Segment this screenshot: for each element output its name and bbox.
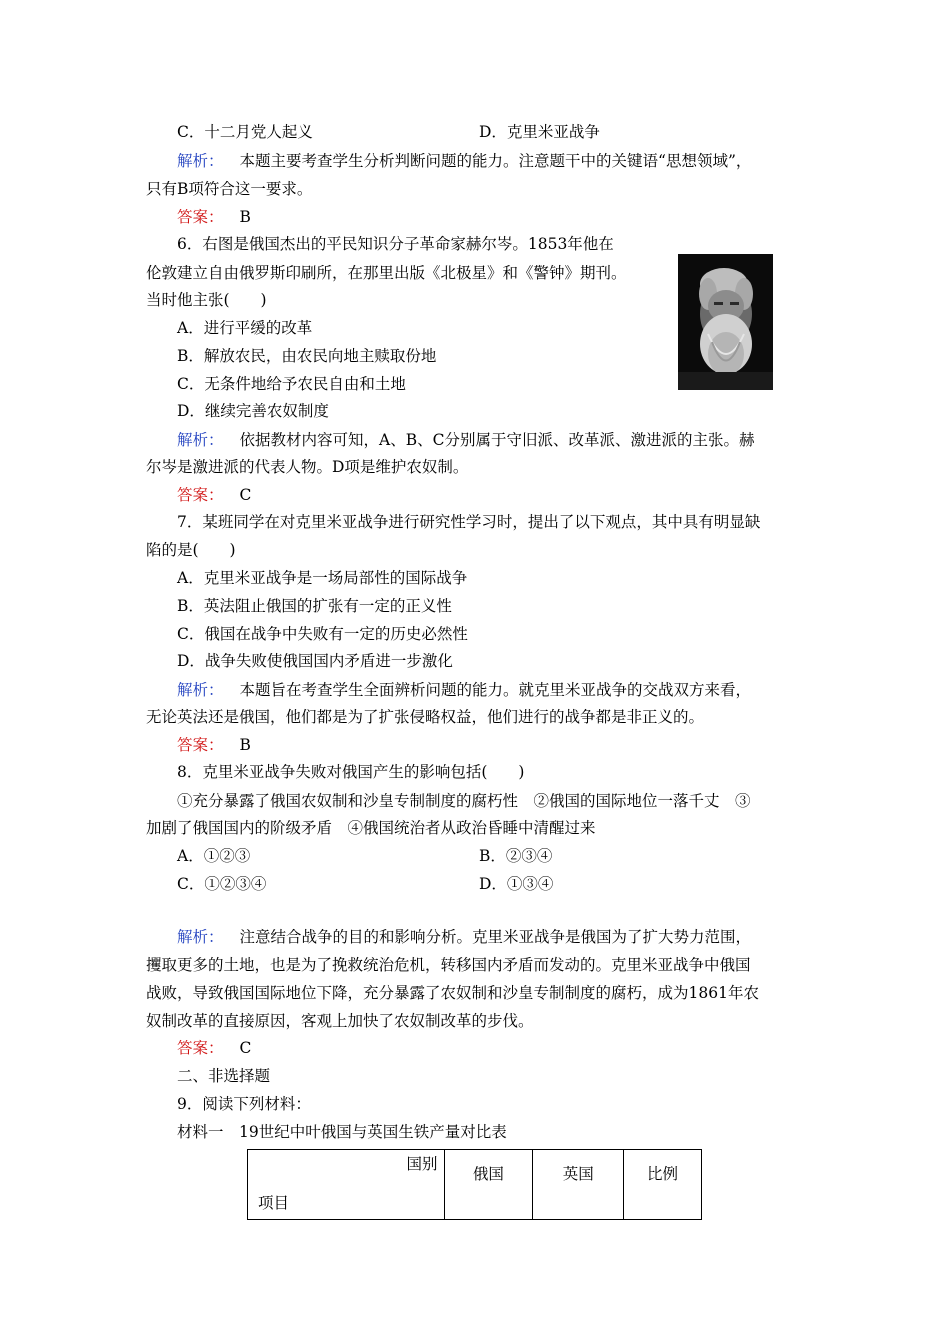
section-heading: 二、非选择题 xyxy=(177,1067,271,1085)
q5-analysis-line-1 xyxy=(177,151,751,171)
answer-value: C xyxy=(239,486,252,504)
q8-answer xyxy=(177,1038,251,1058)
q8-stem: 8．克里米亚战争失败对俄国产生的影响包括( ) xyxy=(177,763,525,781)
q7-option-c: C．俄国在战争中失败有一定的历史必然性 xyxy=(177,625,468,643)
answer-label: 答案： xyxy=(177,736,224,754)
q7-option-a: A．克里米亚战争是一场局部性的国际战争 xyxy=(177,569,468,587)
table-header-row xyxy=(248,1150,702,1220)
analysis-text: 依据教材内容可知，A、B、C分别属于守旧派、改革派、激进派的主张。赫 xyxy=(239,431,755,449)
answer-label: 答案： xyxy=(177,208,224,226)
answer-value: B xyxy=(239,736,251,754)
q8-items-line-2: 加剧了俄国国内的阶级矛盾 ④俄国统治者从政治昏睡中清醒过来 xyxy=(146,819,596,837)
table-header-ratio: 比例 xyxy=(624,1150,702,1220)
q7-option-d: D．战争失败使俄国国内矛盾进一步激化 xyxy=(177,652,453,670)
q6-option-b: B．解放农民，由农民向地主赎取份地 xyxy=(177,347,437,365)
q6-stem-line-2: 伦敦建立自由俄罗斯印刷所，在那里出版《北极星》和《警钟》期刊。 xyxy=(146,264,627,282)
answer-label: 答案： xyxy=(177,486,224,504)
analysis-text: 注意结合战争的目的和影响分析。克里米亚战争是俄国为了扩大势力范围， xyxy=(239,928,752,946)
q8-option-a: A．①②③ xyxy=(177,847,251,865)
q8-analysis-line-4: 奴制改革的直接原因，客观上加快了农奴制改革的步伐。 xyxy=(146,1012,534,1030)
q5-option-c: C．十二月党人起义 xyxy=(177,123,313,141)
q6-analysis-line-1 xyxy=(177,430,754,450)
analysis-label: 解析： xyxy=(177,431,224,449)
q9-stem: 9．阅读下列材料： xyxy=(177,1095,311,1113)
q5-answer xyxy=(177,207,251,227)
q6-option-c: C．无条件地给予农民自由和土地 xyxy=(177,375,406,393)
table-diagonal-header-cell xyxy=(248,1150,445,1220)
q6-stem-line-3: 当时他主张( ) xyxy=(146,291,267,309)
material-one-caption: 材料一 19世纪中叶俄国与英国生铁产量对比表 xyxy=(177,1123,507,1141)
q7-answer xyxy=(177,735,251,755)
analysis-text: 本题旨在考查学生全面辨析问题的能力。就克里米亚战争的交战双方来看， xyxy=(239,681,752,699)
analysis-label: 解析： xyxy=(177,681,224,699)
diag-header-item: 项目 xyxy=(258,1194,290,1212)
q6-answer xyxy=(177,485,251,505)
analysis-label: 解析： xyxy=(177,928,224,946)
portrait-photo xyxy=(678,254,773,390)
answer-value: C xyxy=(239,1039,252,1057)
q8-option-d: D．①③④ xyxy=(479,875,554,893)
table-header-russia: 俄国 xyxy=(444,1150,533,1220)
q8-analysis-line-1 xyxy=(177,927,751,947)
q6-analysis-line-2: 尔岑是激进派的代表人物。D项是维护农奴制。 xyxy=(146,458,469,476)
q7-analysis-line-1 xyxy=(177,680,751,700)
q7-analysis-line-2: 无论英法还是俄国，他们都是为了扩张侵略权益，他们进行的战争都是非正义的。 xyxy=(146,708,705,726)
q6-option-a: A．进行平缓的改革 xyxy=(177,319,313,337)
q8-analysis-line-3: 战败，导致俄国国际地位下降，充分暴露了农奴制和沙皇专制制度的腐朽，成为1861年农 xyxy=(146,984,759,1002)
q8-analysis-line-2: 攫取更多的土地，也是为了挽救统治危机，转移国内矛盾而发动的。克里米亚战争中俄国 xyxy=(146,956,751,974)
answer-value: B xyxy=(239,208,251,226)
q8-option-b: B．②③④ xyxy=(479,847,553,865)
q7-stem-line-1: 7．某班同学在对克里米亚战争进行研究性学习时，提出了以下观点，其中具有明显缺 xyxy=(177,513,761,531)
q7-stem-line-2: 陷的是( ) xyxy=(146,541,236,559)
q7-option-b: B．英法阻止俄国的扩张有一定的正义性 xyxy=(177,597,452,615)
iron-output-table xyxy=(247,1149,702,1220)
diag-header-country: 国别 xyxy=(406,1155,438,1173)
analysis-label: 解析： xyxy=(177,152,224,170)
q5-analysis-line-2: 只有B项符合这一要求。 xyxy=(146,180,313,198)
analysis-text: 本题主要考查学生分析判断问题的能力。注意题干中的关键语“思想领域”， xyxy=(239,152,752,170)
q8-option-c: C．①②③④ xyxy=(177,875,267,893)
answer-label: 答案： xyxy=(177,1039,224,1057)
portrait-illustration xyxy=(678,254,773,390)
table-header-britain: 英国 xyxy=(533,1150,624,1220)
q8-items-line-1: ①充分暴露了俄国农奴制和沙皇专制制度的腐朽性 ②俄国的国际地位一落千丈 ③ xyxy=(177,792,751,810)
q5-option-d: D．克里米亚战争 xyxy=(479,123,600,141)
q6-stem-line-1: 6．右图是俄国杰出的平民知识分子革命家赫尔岑。1853年他在 xyxy=(177,235,614,253)
q6-option-d: D．继续完善农奴制度 xyxy=(177,402,329,420)
